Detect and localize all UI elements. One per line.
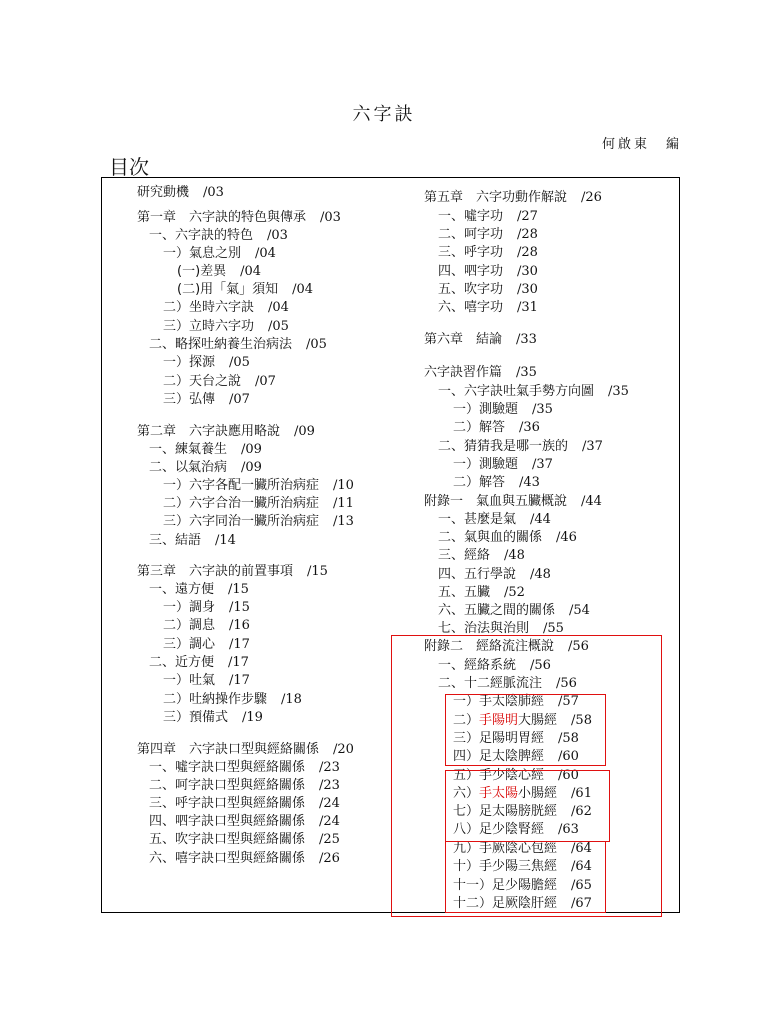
toc-entry-page: /56 <box>530 658 551 673</box>
toc-entry-page: /30 <box>517 264 538 279</box>
toc-entry-page: /52 <box>504 585 525 600</box>
toc-entry-left-7 <box>163 300 289 316</box>
toc-entry-title: 二、呵字功 <box>438 227 504 242</box>
toc-entry-left-27 <box>163 692 302 708</box>
toc-entry-page: /07 <box>255 374 276 389</box>
toc-entry-page: /61 <box>571 786 592 801</box>
toc-entry-page: /09 <box>241 460 262 475</box>
toc-entry-left-3 <box>149 228 288 244</box>
toc-entry-left-21 <box>149 582 249 598</box>
toc-entry-page: /44 <box>530 512 551 527</box>
toc-entry-title: 四、呬字訣口型與經絡關係 <box>149 814 306 829</box>
toc-entry-title: 一）手太陰肺經 <box>453 694 545 709</box>
toc-entry-right-16 <box>424 494 602 510</box>
toc-entry-title: 二、猜猜我是哪一族的 <box>438 439 569 454</box>
toc-entry-right-18 <box>438 530 577 546</box>
toc-entry-right-10 <box>438 384 629 400</box>
toc-entry-page: /03 <box>320 210 341 225</box>
toc-entry-right-11 <box>453 402 553 418</box>
toc-entry-title: 一、噓字訣口型與經絡關係 <box>149 760 306 775</box>
toc-entry-page: /55 <box>543 621 564 636</box>
toc-entry-page: /37 <box>532 457 553 472</box>
toc-entry-title: 一、噓字功 <box>438 209 504 224</box>
toc-entry-left-19 <box>149 533 236 549</box>
toc-entry-title: 一）測驗題 <box>453 457 519 472</box>
toc-entry-page: /04 <box>292 282 314 297</box>
toc-entry-title: 十一）足少陽膽經 <box>453 878 558 893</box>
toc-entry-right-5 <box>438 264 538 280</box>
toc-entry-left-8 <box>163 319 289 335</box>
toc-entry-page: /60 <box>558 749 579 764</box>
toc-entry-page: /17 <box>229 673 250 688</box>
toc-entry-page: /05 <box>229 355 250 370</box>
toc-entry-title: 三）足陽明胃經 <box>453 731 545 746</box>
highlight-box-meridians-9-12 <box>445 841 606 913</box>
toc-entry-title: 三）預備式 <box>163 710 229 725</box>
toc-entry-right-8 <box>424 332 537 348</box>
toc-entry-title: 一）調身 <box>163 600 216 615</box>
toc-entry-title: 六字訣習作篇 <box>424 365 503 380</box>
highlight-box-meridians-5-8 <box>445 770 610 842</box>
toc-entry-left-12 <box>163 392 250 408</box>
toc-entry-left-22 <box>163 600 250 616</box>
toc-entry-page: /09 <box>241 442 262 457</box>
toc-entry-title: 五、吹字功 <box>438 282 504 297</box>
toc-entry-page: /05 <box>306 337 327 352</box>
toc-entry-left-2 <box>137 210 341 226</box>
toc-entry-page: /03 <box>203 185 224 200</box>
toc-entry-highlighted-text: 手太陽 <box>479 786 519 801</box>
toc-entry-page: /07 <box>229 392 250 407</box>
toc-entry-right-1 <box>424 190 602 206</box>
toc-entry-left-32 <box>149 796 340 812</box>
toc-entry-highlighted-text: 手陽明 <box>479 713 519 728</box>
toc-entry-page: /62 <box>571 804 592 819</box>
toc-entry-page: /65 <box>571 878 592 893</box>
toc-entry-page: /20 <box>333 742 354 757</box>
toc-entry-page: /24 <box>319 796 340 811</box>
toc-entry-page: /15 <box>228 582 249 597</box>
toc-entry-left-34 <box>149 832 340 848</box>
toc-entry-left-6 <box>177 282 313 298</box>
toc-entry-title: 五）手少陰心經 <box>453 768 545 783</box>
toc-entry-title: 三、經絡 <box>438 548 491 563</box>
toc-entry-page: /56 <box>568 639 589 654</box>
toc-entry-right-7 <box>438 300 538 316</box>
toc-entry-left-16 <box>163 478 354 494</box>
toc-entry-left-23 <box>163 618 250 634</box>
toc-entry-title: 三、呼字功 <box>438 245 504 260</box>
toc-entry-page: /64 <box>571 859 592 874</box>
toc-entry-left-30 <box>149 760 340 776</box>
toc-entry-page: /35 <box>608 384 629 399</box>
toc-entry-title: 一、遠方便 <box>149 582 215 597</box>
toc-entry-page: /60 <box>558 768 579 783</box>
toc-entry-title: 一）六字各配一臟所治病症 <box>163 478 320 493</box>
toc-entry-title: 十）手少陽三焦經 <box>453 859 558 874</box>
toc-entry-page: /26 <box>319 851 340 866</box>
toc-entry-title: 一、六字訣吐氣手勢方向圖 <box>438 384 595 399</box>
toc-entry-page: /26 <box>581 190 602 205</box>
toc-entry-page: /43 <box>519 475 540 490</box>
toc-entry-page: /11 <box>333 496 354 511</box>
toc-entry-title: 二）吐納操作步驟 <box>163 692 268 707</box>
toc-entry-title: 一、甚麼是氣 <box>438 512 517 527</box>
toc-entry-left-17 <box>163 496 354 512</box>
toc-entry-left-10 <box>163 355 250 371</box>
toc-entry-right-2 <box>438 209 538 225</box>
toc-entry-page: /31 <box>517 300 538 315</box>
toc-entry-title: 第五章 六字功動作解說 <box>424 190 568 205</box>
toc-entry-title: 七）足太陽膀胱經 <box>453 804 558 819</box>
toc-entry-left-15 <box>149 460 262 476</box>
toc-entry-page: /15 <box>307 564 328 579</box>
toc-entry-right-14 <box>453 457 553 473</box>
toc-entry-page: /04 <box>240 264 262 279</box>
toc-entry-title: 一）吐氣 <box>163 673 216 688</box>
toc-entry-page: /33 <box>516 332 537 347</box>
toc-entry-page: /64 <box>571 841 592 856</box>
toc-entry-title: 一）探源 <box>163 355 216 370</box>
toc-entry-left-29 <box>137 742 354 758</box>
toc-entry-title: 三、呼字訣口型與經絡關係 <box>149 796 306 811</box>
toc-entry-left-20 <box>137 564 328 580</box>
page-title: 六字訣 <box>352 104 416 125</box>
toc-entry-left-9 <box>149 337 327 353</box>
toc-entry-title: 三、結語 <box>149 533 202 548</box>
toc-entry-right-9 <box>424 365 537 381</box>
toc-entry-right-22 <box>438 603 590 619</box>
toc-entry-page: /36 <box>519 420 540 435</box>
toc-entry-left-25 <box>149 655 249 671</box>
toc-entry-page: /10 <box>333 478 354 493</box>
toc-entry-title: 二、氣與血的關係 <box>438 530 543 545</box>
toc-entry-page: /67 <box>571 896 592 911</box>
toc-entry-title: 四、五行學說 <box>438 567 517 582</box>
toc-entry-page: /04 <box>268 300 289 315</box>
toc-entry-left-35 <box>149 851 340 867</box>
toc-entry-title: 二、十二經脈流注 <box>438 676 543 691</box>
toc-entry-title: 第四章 六字訣口型與經絡關係 <box>137 742 320 757</box>
toc-entry-page: /35 <box>532 402 553 417</box>
toc-entry-page: /57 <box>558 694 579 709</box>
toc-entry-prefix: 六） <box>453 786 480 801</box>
toc-entry-title: 四、呬字功 <box>438 264 504 279</box>
toc-entry-title: 三）六字同治一臟所治病症 <box>163 514 320 529</box>
toc-entry-page: /63 <box>558 822 579 837</box>
toc-entry-right-3 <box>438 227 538 243</box>
toc-entry-page: /48 <box>530 567 551 582</box>
toc-entry-title: (二)用「氣」須知 <box>177 282 279 297</box>
author-credit: 何啟東 編 <box>601 137 682 152</box>
toc-entry-page: /09 <box>294 424 315 439</box>
toc-entry-page: /27 <box>517 209 538 224</box>
toc-entry-title: 二）六字合治一臟所治病症 <box>163 496 320 511</box>
toc-entry-title: 四）足太陰脾經 <box>453 749 545 764</box>
toc-entry-title: 二）坐時六字訣 <box>163 300 255 315</box>
toc-entry-left-13 <box>137 424 315 440</box>
toc-entry-title: 五、吹字訣口型與經絡關係 <box>149 832 306 847</box>
toc-entry-left-14 <box>149 442 262 458</box>
toc-entry-title: 第一章 六字訣的特色與傳承 <box>137 210 307 225</box>
toc-entry-title: 附錄一 氣血與五臟概說 <box>424 494 568 509</box>
toc-entry-page: /48 <box>504 548 525 563</box>
toc-entry-page: /18 <box>281 692 302 707</box>
toc-entry-left-4 <box>163 246 276 262</box>
toc-entry-page: /46 <box>556 530 577 545</box>
toc-entry-page: /24 <box>319 814 340 829</box>
toc-entry-suffix: 小腸經 <box>518 786 558 801</box>
toc-entry-page: /44 <box>581 494 602 509</box>
toc-entry-suffix: 大腸經 <box>518 713 558 728</box>
toc-entry-title: 一）氣息之別 <box>163 246 242 261</box>
toc-entry-right-21 <box>438 585 525 601</box>
toc-entry-page: /03 <box>267 228 288 243</box>
toc-entry-page: /17 <box>229 637 250 652</box>
toc-entry-left-1 <box>137 185 224 201</box>
toc-entry-title: (一)差異 <box>177 264 227 279</box>
toc-entry-page: /58 <box>571 713 592 728</box>
toc-entry-right-6 <box>438 282 538 298</box>
toc-entry-title: 十二）足厥陰肝經 <box>453 896 558 911</box>
toc-entry-page: /14 <box>215 533 236 548</box>
toc-entry-left-11 <box>163 374 276 390</box>
toc-entry-title: 六、嘻字功 <box>438 300 504 315</box>
toc-entry-page: /28 <box>517 245 538 260</box>
toc-entry-prefix: 二） <box>453 713 480 728</box>
toc-entry-title: 第三章 六字訣的前置事項 <box>137 564 294 579</box>
toc-entry-title: 三）立時六字功 <box>163 319 255 334</box>
toc-entry-page: /16 <box>229 618 250 633</box>
toc-entry-title: 三）弘傳 <box>163 392 216 407</box>
toc-entry-title: 一、練氣養生 <box>149 442 228 457</box>
toc-entry-page: /25 <box>319 832 340 847</box>
toc-entry-page: /23 <box>319 760 340 775</box>
toc-entry-page: /13 <box>333 514 354 529</box>
toc-entry-right-15 <box>453 475 540 491</box>
toc-entry-page: /19 <box>242 710 263 725</box>
toc-entry-right-13 <box>438 439 603 455</box>
toc-entry-page: /54 <box>569 603 590 618</box>
toc-entry-title: 三）調心 <box>163 637 216 652</box>
toc-entry-right-12 <box>453 420 540 436</box>
highlight-box-meridians-1-4 <box>445 694 606 766</box>
toc-entry-page: /37 <box>582 439 603 454</box>
toc-entry-page: /15 <box>229 600 250 615</box>
toc-entry-page: /56 <box>556 676 577 691</box>
toc-entry-title: 二）天台之說 <box>163 374 242 389</box>
toc-entry-title: 第二章 六字訣應用略說 <box>137 424 281 439</box>
toc-entry-title: 一、六字訣的特色 <box>149 228 254 243</box>
toc-entry-left-33 <box>149 814 340 830</box>
toc-entry-right-4 <box>438 245 538 261</box>
toc-entry-title: 二）調息 <box>163 618 216 633</box>
toc-entry-title: 五、五臟 <box>438 585 491 600</box>
toc-entry-left-26 <box>163 673 250 689</box>
toc-entry-page: /05 <box>268 319 289 334</box>
toc-entry-page: /23 <box>319 778 340 793</box>
toc-entry-title: 二、近方便 <box>149 655 215 670</box>
toc-entry-title: 二、以氣治病 <box>149 460 228 475</box>
toc-entry-title: 八）足少陰腎經 <box>453 822 545 837</box>
toc-entry-title: 二、略探吐納養生治病法 <box>149 337 293 352</box>
toc-entry-left-24 <box>163 637 250 653</box>
toc-entry-right-20 <box>438 567 551 583</box>
toc-entry-page: /35 <box>516 365 537 380</box>
toc-entry-title: 六、嘻字訣口型與經絡關係 <box>149 851 306 866</box>
toc-entry-title: 七、治法與治則 <box>438 621 530 636</box>
toc-entry-title: 研究動機 <box>137 185 190 200</box>
toc-entry-title: 九）手厥陰心包經 <box>453 841 558 856</box>
toc-entry-title: 二）解答 <box>453 475 506 490</box>
toc-entry-left-5 <box>177 264 261 280</box>
toc-entry-page: /30 <box>517 282 538 297</box>
toc-entry-title: 二）解答 <box>453 420 506 435</box>
toc-entry-right-19 <box>438 548 525 564</box>
toc-entry-title: 二、呵字訣口型與經絡關係 <box>149 778 306 793</box>
toc-entry-page: /58 <box>558 731 579 746</box>
toc-entry-left-31 <box>149 778 340 794</box>
toc-entry-title: 附錄二 經絡流注概說 <box>424 639 555 654</box>
toc-entry-page: /17 <box>228 655 249 670</box>
toc-entry-left-28 <box>163 710 263 726</box>
toc-entry-page: /28 <box>517 227 538 242</box>
toc-entry-page: /04 <box>255 246 276 261</box>
toc-entry-title: 一）測驗題 <box>453 402 519 417</box>
toc-entry-title: 第六章 結論 <box>424 332 503 347</box>
toc-heading: 目次 <box>109 155 149 179</box>
toc-entry-title: 六、五臟之間的關係 <box>438 603 556 618</box>
toc-entry-right-17 <box>438 512 551 528</box>
toc-entry-left-18 <box>163 514 354 530</box>
toc-entry-title: 一、經絡系統 <box>438 658 517 673</box>
